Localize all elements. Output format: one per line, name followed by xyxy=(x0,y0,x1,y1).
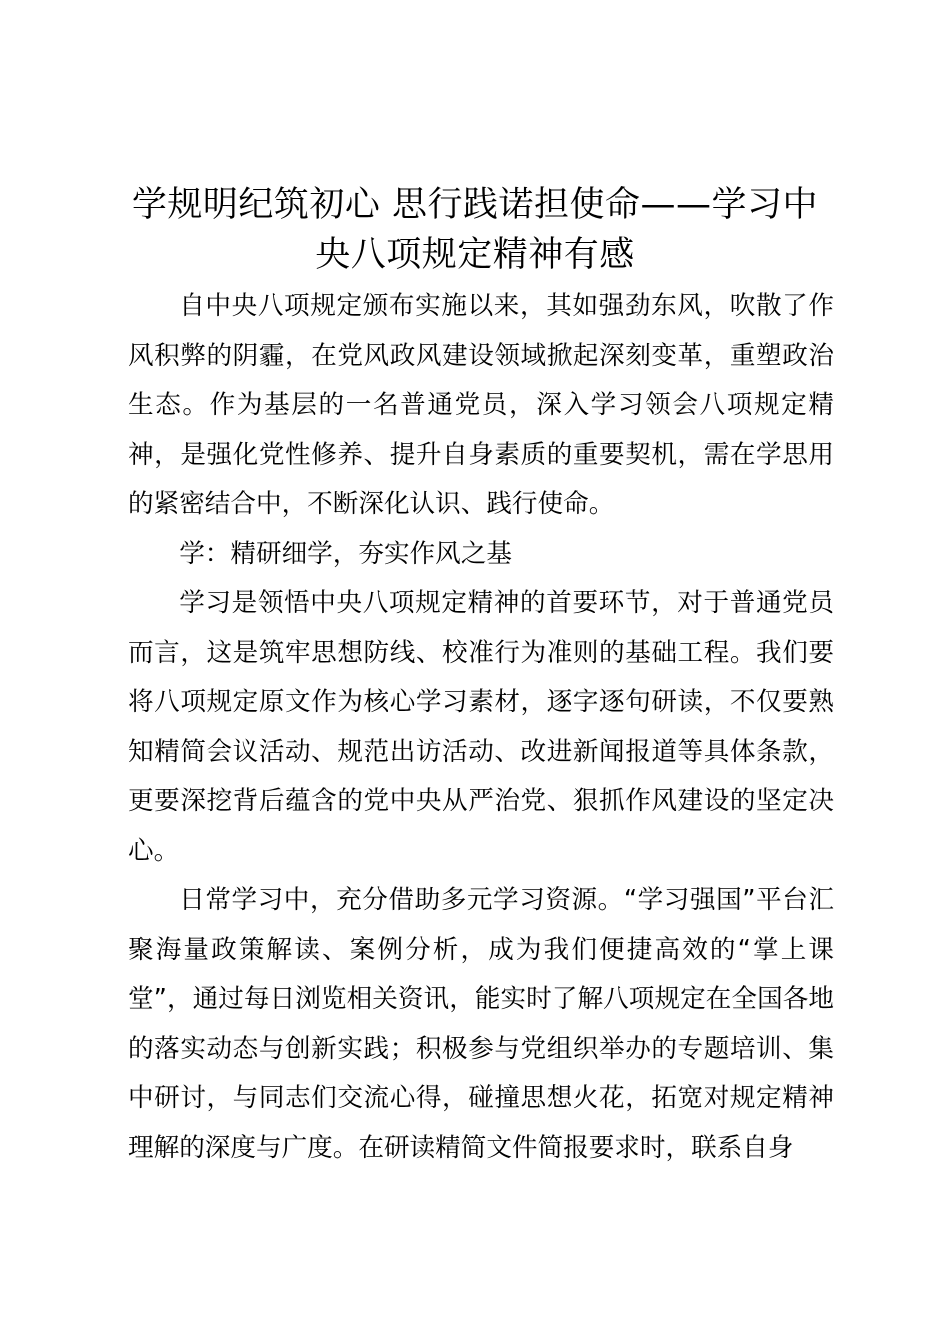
paragraph-study-2: 日常学习中，充分借助多元学习资源。“学习强国”平台汇聚海量政策解读、案例分析，成为我们便捷高效的“掌上课堂”，通过每日浏览相关资讯，能实时了解八项规定在全国各地的落实动态与创新实践；积极参与党组织举办的专题培训、集中研讨，与同志们交流心得，碰撞思想火花，拓宽对规定精神理解的深度与广度。在研读精简文件简报要求时，联系自身 xyxy=(128,885,834,1163)
document-title: 学规明纪筑初心 思行践诺担使命——学习中央八项规定精神有感 xyxy=(131,185,819,275)
document-body xyxy=(128,282,834,1173)
paragraph-intro: 自中央八项规定颁布实施以来，其如强劲东风，吹散了作风积弊的阴霾，在党风政风建设领域掀起深刻变革，重塑政治生态。作为基层的一名普通党员，深入学习领会八项规定精神，是强化党性修养、提升自身素质的重要契机，需在学思用的紧密结合中，不断深化认识、践行使命。 xyxy=(128,291,834,519)
section-heading-study: 学：精研细学，夯实作风之基 xyxy=(179,538,512,569)
paragraph-study-1: 学习是领悟中央八项规定精神的首要环节，对于普通党员而言，这是筑牢思想防线、校准行为准则的基础工程。我们要将八项规定原文作为核心学习素材，逐字逐句研读，不仅要熟知精简会议活动、规范出访活动、改进新闻报道等具体条款，更要深挖背后蕴含的党中央从严治党、狠抓作风建设的坚定决心。 xyxy=(128,588,834,866)
